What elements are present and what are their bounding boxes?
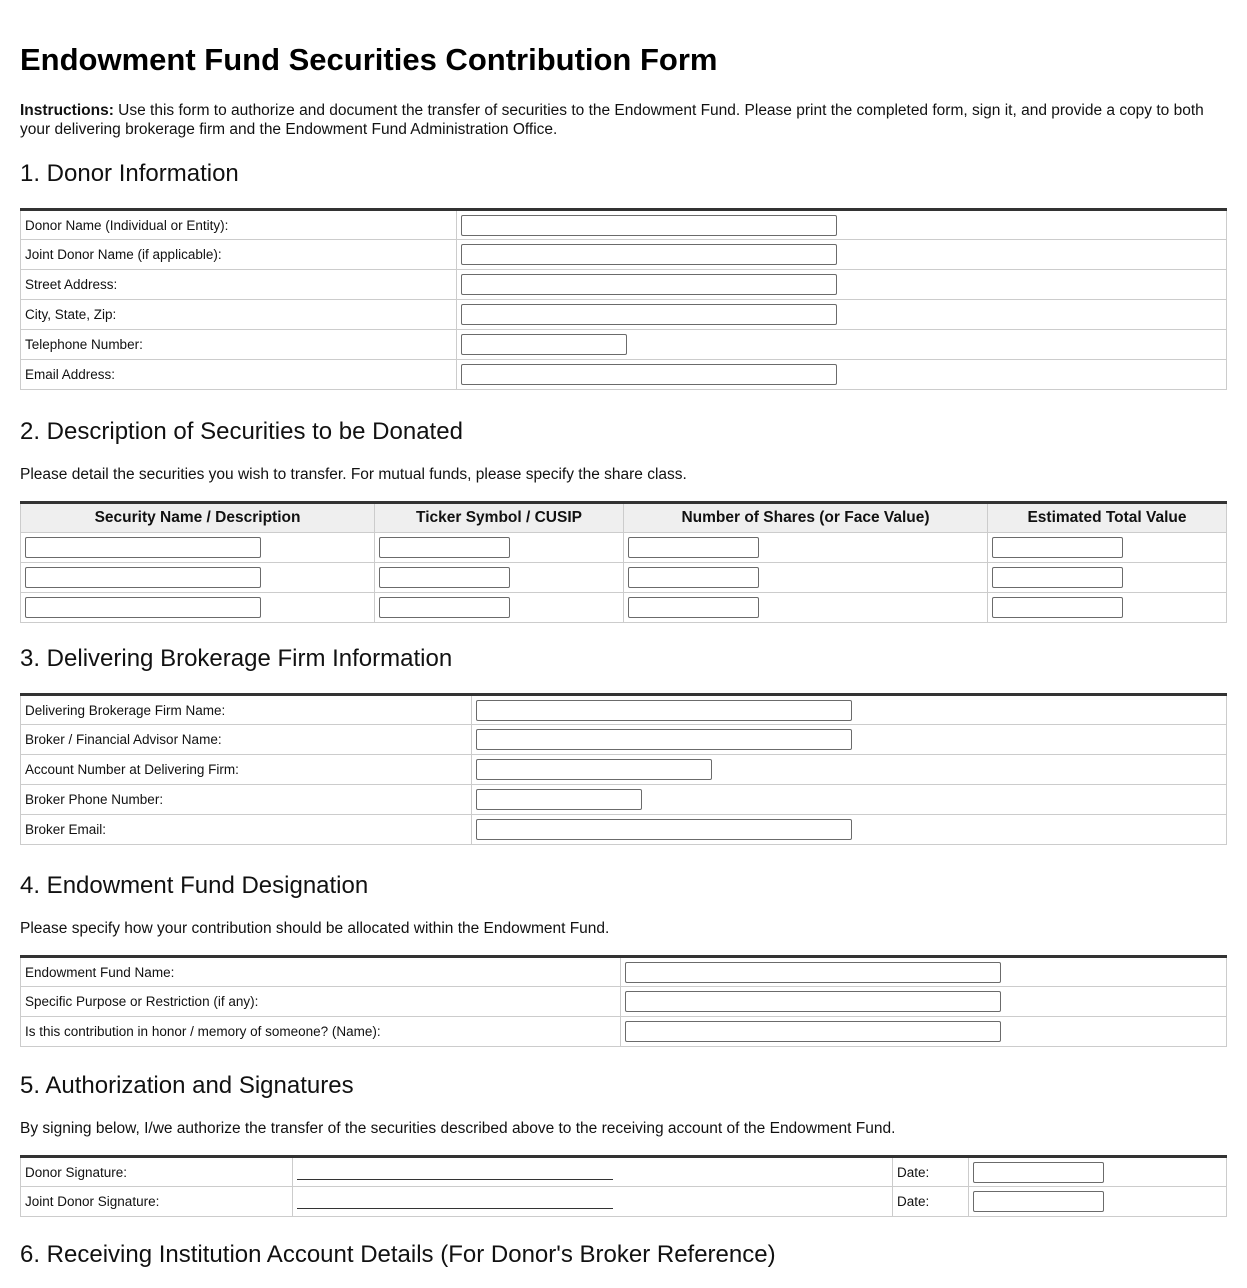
field-label: Account Number at Delivering Firm: bbox=[21, 755, 472, 785]
account-number-input[interactable] bbox=[476, 759, 712, 780]
instructions-label: Instructions: bbox=[20, 102, 114, 119]
section-heading-broker: 3. Delivering Brokerage Firm Information bbox=[20, 645, 453, 672]
table-row bbox=[21, 987, 1227, 1017]
section-heading-designation: 4. Endowment Fund Designation bbox=[20, 872, 369, 899]
joint-donor-signature-line[interactable] bbox=[297, 1192, 613, 1209]
securities-note: Please detail the securities you wish to transfer. For mutual funds, please specify the share class. bbox=[20, 466, 687, 483]
table-row bbox=[21, 695, 1227, 725]
shares-input[interactable] bbox=[628, 537, 759, 558]
brokerage-firm-name-input[interactable] bbox=[476, 700, 852, 721]
telephone-input[interactable] bbox=[461, 334, 627, 355]
instructions-text: Use this form to authorize and document the transfer of securities to the Endowment Fund. Please print the completed form, sign it, and provide a copy to both your delivering brokerage firm and the Endowment Fund Administration Office. bbox=[20, 102, 1204, 138]
securities-table bbox=[20, 501, 1227, 623]
donor-name-input[interactable] bbox=[461, 215, 837, 236]
field-label: Street Address: bbox=[21, 270, 457, 300]
field-label: Joint Donor Signature: bbox=[21, 1187, 293, 1217]
designation-note: Please specify how your contribution should be allocated within the Endowment Fund. bbox=[20, 920, 610, 937]
authorization-note: By signing below, I/we authorize the transfer of the securities described above to the receiving account of the Endowment Fund. bbox=[20, 1120, 896, 1137]
estimated-value-input[interactable] bbox=[992, 567, 1123, 588]
field-label: Telephone Number: bbox=[21, 330, 457, 360]
date-label: Date: bbox=[893, 1187, 969, 1217]
security-name-input[interactable] bbox=[25, 537, 261, 558]
table-row bbox=[21, 360, 1227, 390]
table-row bbox=[21, 240, 1227, 270]
date-label: Date: bbox=[893, 1157, 969, 1187]
ticker-input[interactable] bbox=[379, 567, 510, 588]
security-name-input[interactable] bbox=[25, 597, 261, 618]
fund-name-input[interactable] bbox=[625, 962, 1001, 983]
column-header: Estimated Total Value bbox=[988, 503, 1227, 533]
table-row bbox=[21, 815, 1227, 845]
ticker-input[interactable] bbox=[379, 537, 510, 558]
table-row bbox=[21, 593, 1227, 623]
security-name-input[interactable] bbox=[25, 567, 261, 588]
shares-input[interactable] bbox=[628, 567, 759, 588]
field-label: Specific Purpose or Restriction (if any): bbox=[21, 987, 621, 1017]
shares-input[interactable] bbox=[628, 597, 759, 618]
field-label: Broker Email: bbox=[21, 815, 472, 845]
page-title: Endowment Fund Securities Contribution Form bbox=[20, 42, 718, 77]
section-heading-donor: 1. Donor Information bbox=[20, 160, 239, 187]
broker-info-table bbox=[20, 693, 1227, 845]
section-heading-receiving: 6. Receiving Institution Account Details (For Donor's Broker Reference) bbox=[20, 1241, 776, 1268]
field-label: Delivering Brokerage Firm Name: bbox=[21, 695, 472, 725]
table-row bbox=[21, 270, 1227, 300]
table-row bbox=[21, 785, 1227, 815]
field-label: Broker / Financial Advisor Name: bbox=[21, 725, 472, 755]
signature-table bbox=[20, 1155, 1227, 1217]
broker-email-input[interactable] bbox=[476, 819, 852, 840]
table-row bbox=[21, 755, 1227, 785]
section-heading-securities: 2. Description of Securities to be Donated bbox=[20, 418, 463, 445]
email-input[interactable] bbox=[461, 364, 837, 385]
table-row bbox=[21, 563, 1227, 593]
purpose-input[interactable] bbox=[625, 991, 1001, 1012]
column-header: Ticker Symbol / CUSIP bbox=[375, 503, 624, 533]
estimated-value-input[interactable] bbox=[992, 597, 1123, 618]
joint-donor-date-input[interactable] bbox=[973, 1191, 1104, 1212]
designation-table bbox=[20, 955, 1227, 1047]
table-row bbox=[21, 1017, 1227, 1047]
section-heading-authorization: 5. Authorization and Signatures bbox=[20, 1072, 354, 1099]
table-row bbox=[21, 957, 1227, 987]
table-row bbox=[21, 1187, 1227, 1217]
donor-date-input[interactable] bbox=[973, 1162, 1104, 1183]
field-label: Broker Phone Number: bbox=[21, 785, 472, 815]
table-row bbox=[21, 533, 1227, 563]
estimated-value-input[interactable] bbox=[992, 537, 1123, 558]
donor-signature-line[interactable] bbox=[297, 1163, 613, 1180]
table-row bbox=[21, 725, 1227, 755]
field-label: Donor Name (Individual or Entity): bbox=[21, 210, 457, 240]
table-row bbox=[21, 210, 1227, 240]
table-row bbox=[21, 330, 1227, 360]
joint-donor-name-input[interactable] bbox=[461, 244, 837, 265]
field-label: Endowment Fund Name: bbox=[21, 957, 621, 987]
advisor-name-input[interactable] bbox=[476, 729, 852, 750]
honoree-name-input[interactable] bbox=[625, 1021, 1001, 1042]
street-address-input[interactable] bbox=[461, 274, 837, 295]
ticker-input[interactable] bbox=[379, 597, 510, 618]
field-label: City, State, Zip: bbox=[21, 300, 457, 330]
broker-phone-input[interactable] bbox=[476, 789, 642, 810]
city-state-zip-input[interactable] bbox=[461, 304, 837, 325]
instructions bbox=[20, 101, 1227, 139]
column-header: Number of Shares (or Face Value) bbox=[624, 503, 988, 533]
table-header-row bbox=[21, 503, 1227, 533]
field-label: Donor Signature: bbox=[21, 1157, 293, 1187]
field-label: Email Address: bbox=[21, 360, 457, 390]
donor-info-table bbox=[20, 208, 1227, 390]
table-row bbox=[21, 300, 1227, 330]
table-row bbox=[21, 1157, 1227, 1187]
field-label: Joint Donor Name (if applicable): bbox=[21, 240, 457, 270]
field-label: Is this contribution in honor / memory of someone? (Name): bbox=[21, 1017, 621, 1047]
column-header: Security Name / Description bbox=[21, 503, 375, 533]
